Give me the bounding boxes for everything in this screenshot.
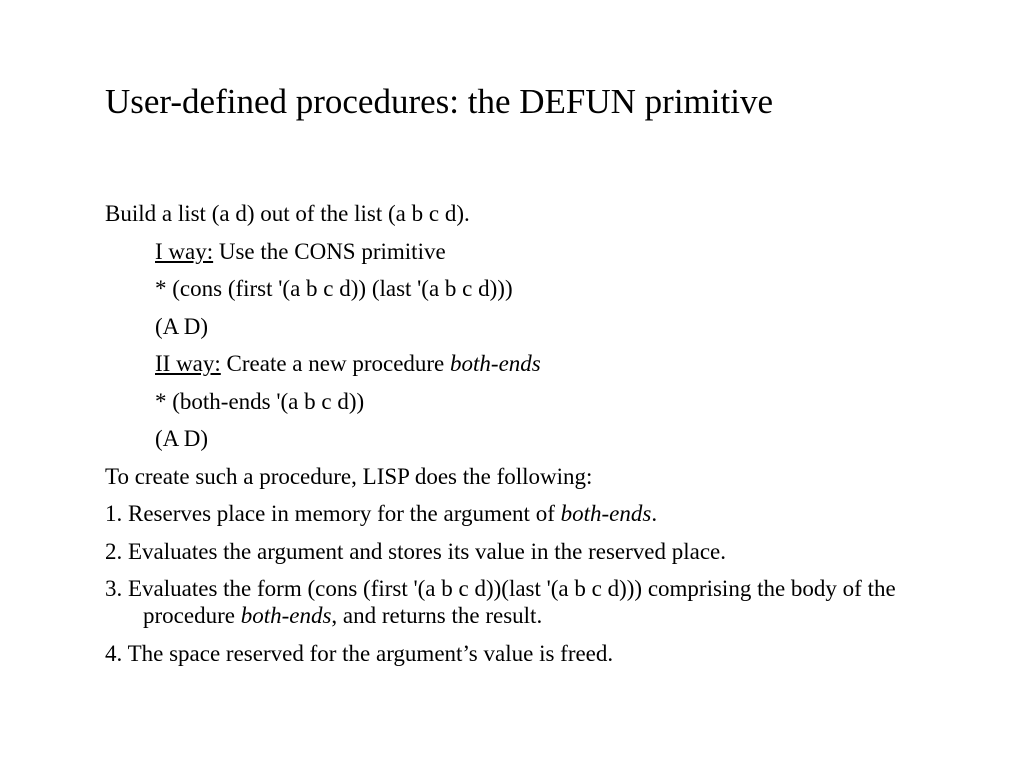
step-3 xyxy=(105,575,965,629)
slide-content xyxy=(105,200,965,677)
step-1-text: 1. Reserves place in memory for the argument of xyxy=(105,501,561,526)
way-two-line xyxy=(105,350,965,377)
way-one-line xyxy=(105,238,965,265)
way-two-procedure-name: both-ends xyxy=(450,351,541,376)
way-two-result: (A D) xyxy=(155,426,209,451)
intro-text: Build a list (a d) out of the list (a b c d). xyxy=(105,201,470,226)
step-1-end: . xyxy=(651,501,658,526)
way-one-command: * (cons (first '(a b c d)) (last '(a b c d))) xyxy=(155,276,513,301)
step-3-procedure-name: both-ends xyxy=(240,603,332,628)
step-4: 4. The space reserved for the argument’s value is freed. xyxy=(105,640,614,666)
way-two-label: II way: xyxy=(155,351,221,376)
step-1-procedure-name: both-ends xyxy=(560,501,652,526)
step-3-text: 3. Evaluates the form (cons (first '(a b c d))(last '(a b c d))) comprising the body of the procedure xyxy=(105,576,896,628)
way-one-result: (A D) xyxy=(155,313,209,339)
slide-title: User-defined procedures: the DEFUN primitive xyxy=(105,82,773,121)
step-3-end: , and returns the result. xyxy=(331,603,543,628)
way-one-text: Use the CONS primitive xyxy=(213,238,446,264)
step-2: 2. Evaluates the argument and stores its value in the reserved place. xyxy=(105,538,726,564)
way-two-text: Create a new procedure xyxy=(220,351,451,376)
steps-intro: To create such a procedure, LISP does the following: xyxy=(105,463,593,489)
way-two-command: * (both-ends '(a b c d)) xyxy=(155,388,365,414)
way-one-label: I way: xyxy=(155,238,214,264)
step-1 xyxy=(105,500,965,527)
